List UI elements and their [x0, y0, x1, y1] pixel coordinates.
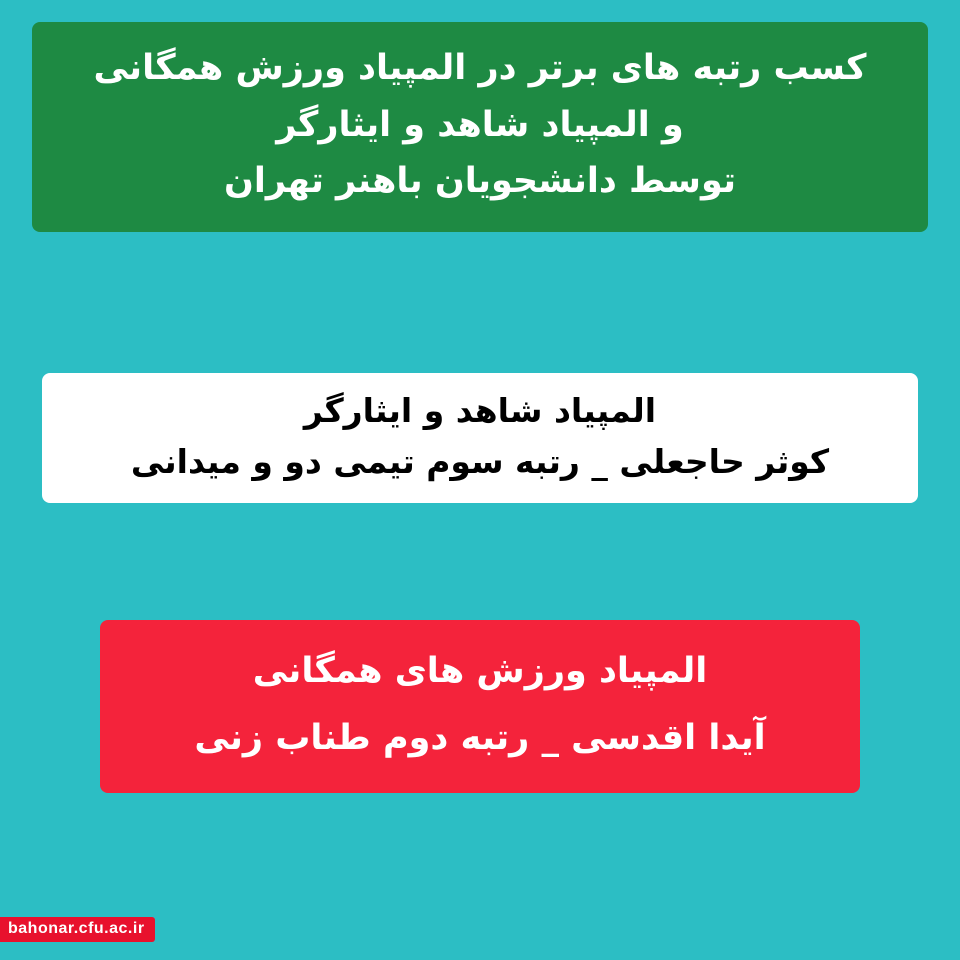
shahed-olympiad-banner — [42, 373, 918, 503]
title-banner — [32, 22, 928, 232]
public-sports-banner-result: آیدا اقدسی _ رتبه دوم طناب زنی — [194, 717, 766, 758]
site-url-tag: bahonar.cfu.ac.ir — [0, 917, 155, 942]
title-line-3: توسط دانشجویان باهنر تهران — [223, 161, 737, 202]
public-sports-olympiad-banner — [100, 620, 860, 793]
title-line-1: کسب رتبه های برتر در المپیاد ورزش همگانی — [93, 48, 867, 88]
shahed-banner-heading: المپیاد شاهد و ایثارگر — [303, 391, 657, 430]
title-line-2: و المپیاد شاهد و ایثارگر — [276, 104, 684, 145]
shahed-banner-result: کوثر حاجعلی _ رتبه سوم تیمی دو و میدانی — [130, 442, 830, 482]
public-sports-banner-heading: المپیاد ورزش های همگانی — [252, 651, 708, 691]
